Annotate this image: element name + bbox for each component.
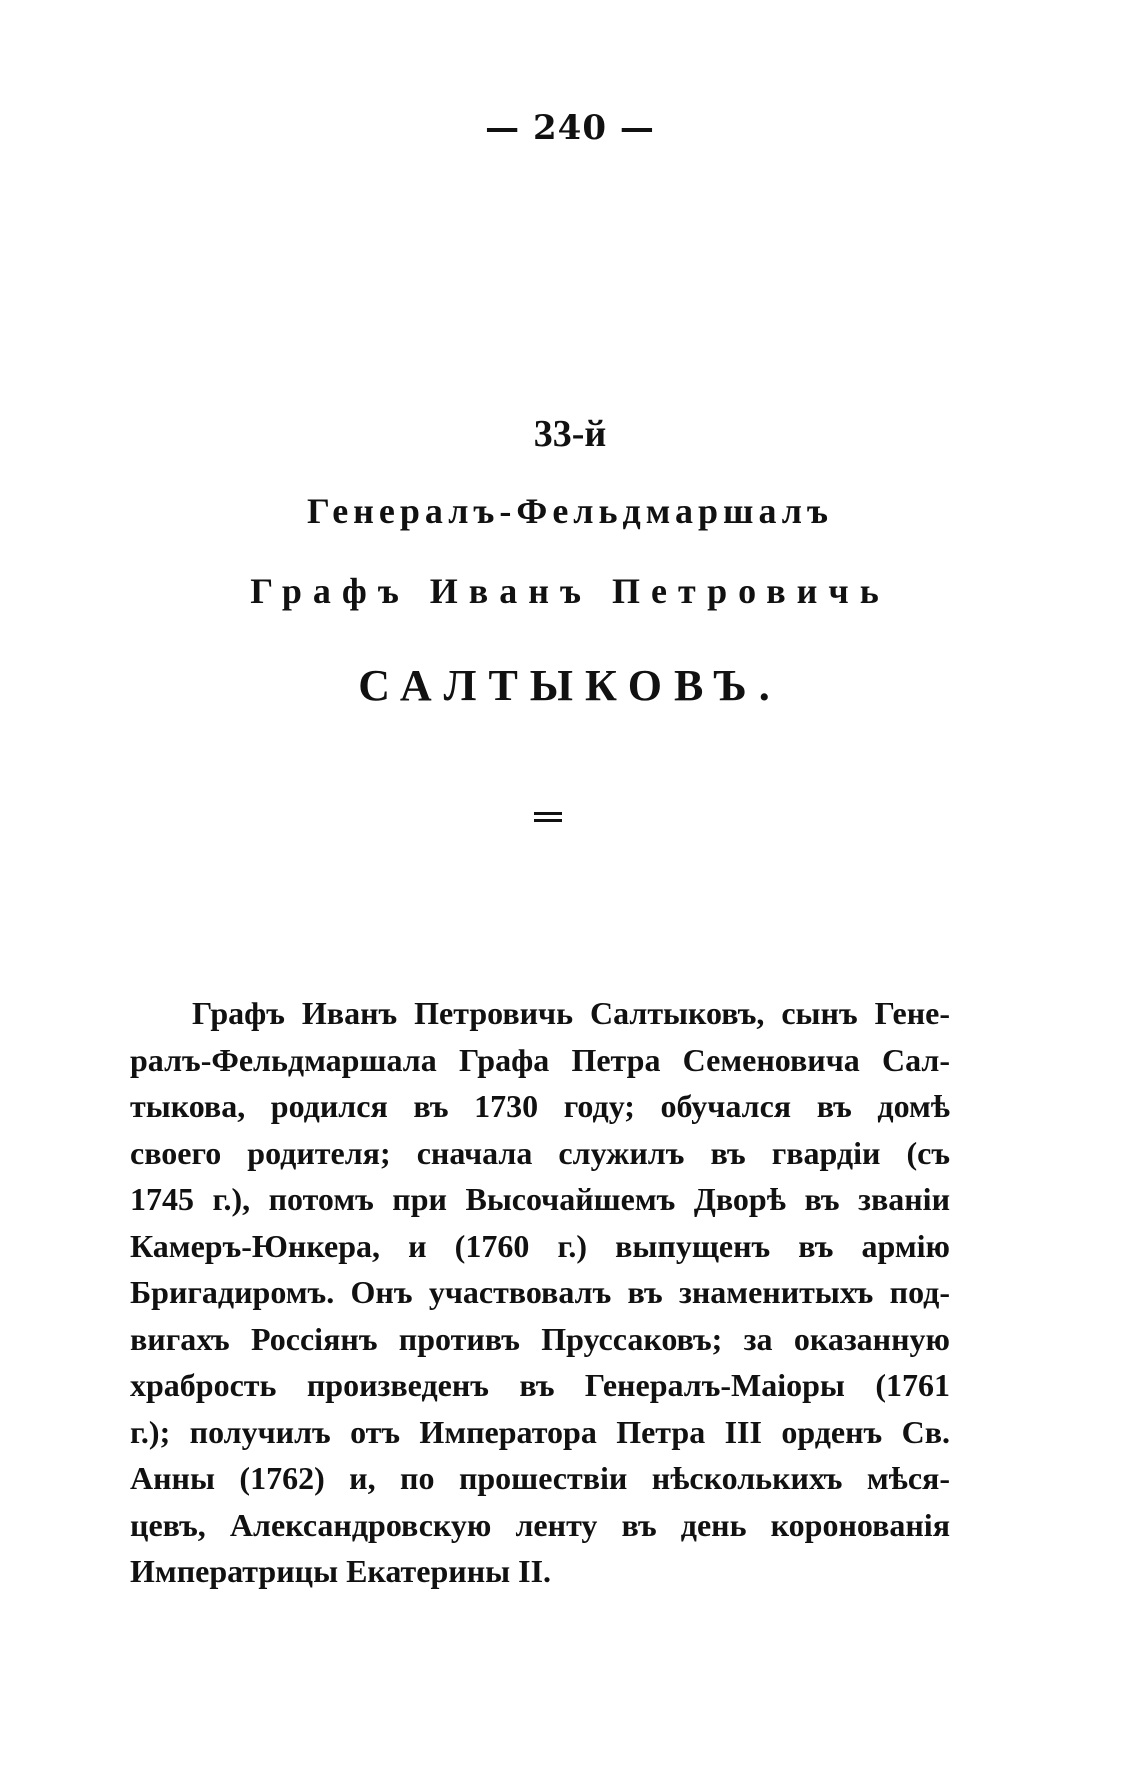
divider-bar-top (534, 812, 562, 815)
paragraph-line: 1745 г.), потомъ при Высочайшемъ Дворѣ въ званіи (130, 1181, 950, 1217)
paragraph-line: Бригадиромъ. Онъ участвовалъ въ знаменитыхъ под- (130, 1274, 950, 1310)
paragraph-line: цевъ, Александровскую ленту въ день коронованія (130, 1506, 950, 1543)
paragraph-line: Графъ Иванъ Петровичь Салтыковъ, сынъ Гене- (192, 995, 950, 1031)
biography-paragraph (130, 990, 950, 1595)
paragraph-line: своего родителя; сначала служилъ въ гвардіи (съ (130, 1134, 950, 1171)
paragraph-line: г.); получилъ отъ Императора Петра III орденъ Св. (130, 1413, 950, 1450)
paragraph-line: вигахъ Россіянъ противъ Пруссаковъ; за оказанную (130, 1320, 950, 1357)
name-heading: Графъ Иванъ Петровичь (250, 571, 890, 611)
paragraph-line: ралъ-Фельдмаршала Графа Петра Семеновича Сал- (130, 1041, 950, 1078)
page-number: — 240 — (485, 108, 655, 148)
paragraph-line: Анны (1762) и, по прошествіи нѣсколькихъ мѣся- (130, 1460, 950, 1496)
surname-heading: САЛТЫКОВЪ. (358, 661, 782, 710)
divider-bar-bottom (534, 819, 562, 822)
paragraph-line: храбрость произведенъ въ Генералъ-Маіоры (1761 (130, 1367, 950, 1403)
paragraph-line: Камеръ-Юнкера, и (1760 г.) выпущенъ въ армію (130, 1227, 950, 1264)
rank-heading: Генералъ-Фельдмаршалъ (307, 491, 833, 531)
double-rule-divider (534, 812, 562, 822)
chapter-ordinal: 33-й (533, 413, 607, 455)
paragraph-line: Императрицы Екатерины II. (130, 1553, 552, 1589)
paragraph-line: тыкова, родился въ 1730 году; обучался въ домѣ (130, 1088, 950, 1124)
